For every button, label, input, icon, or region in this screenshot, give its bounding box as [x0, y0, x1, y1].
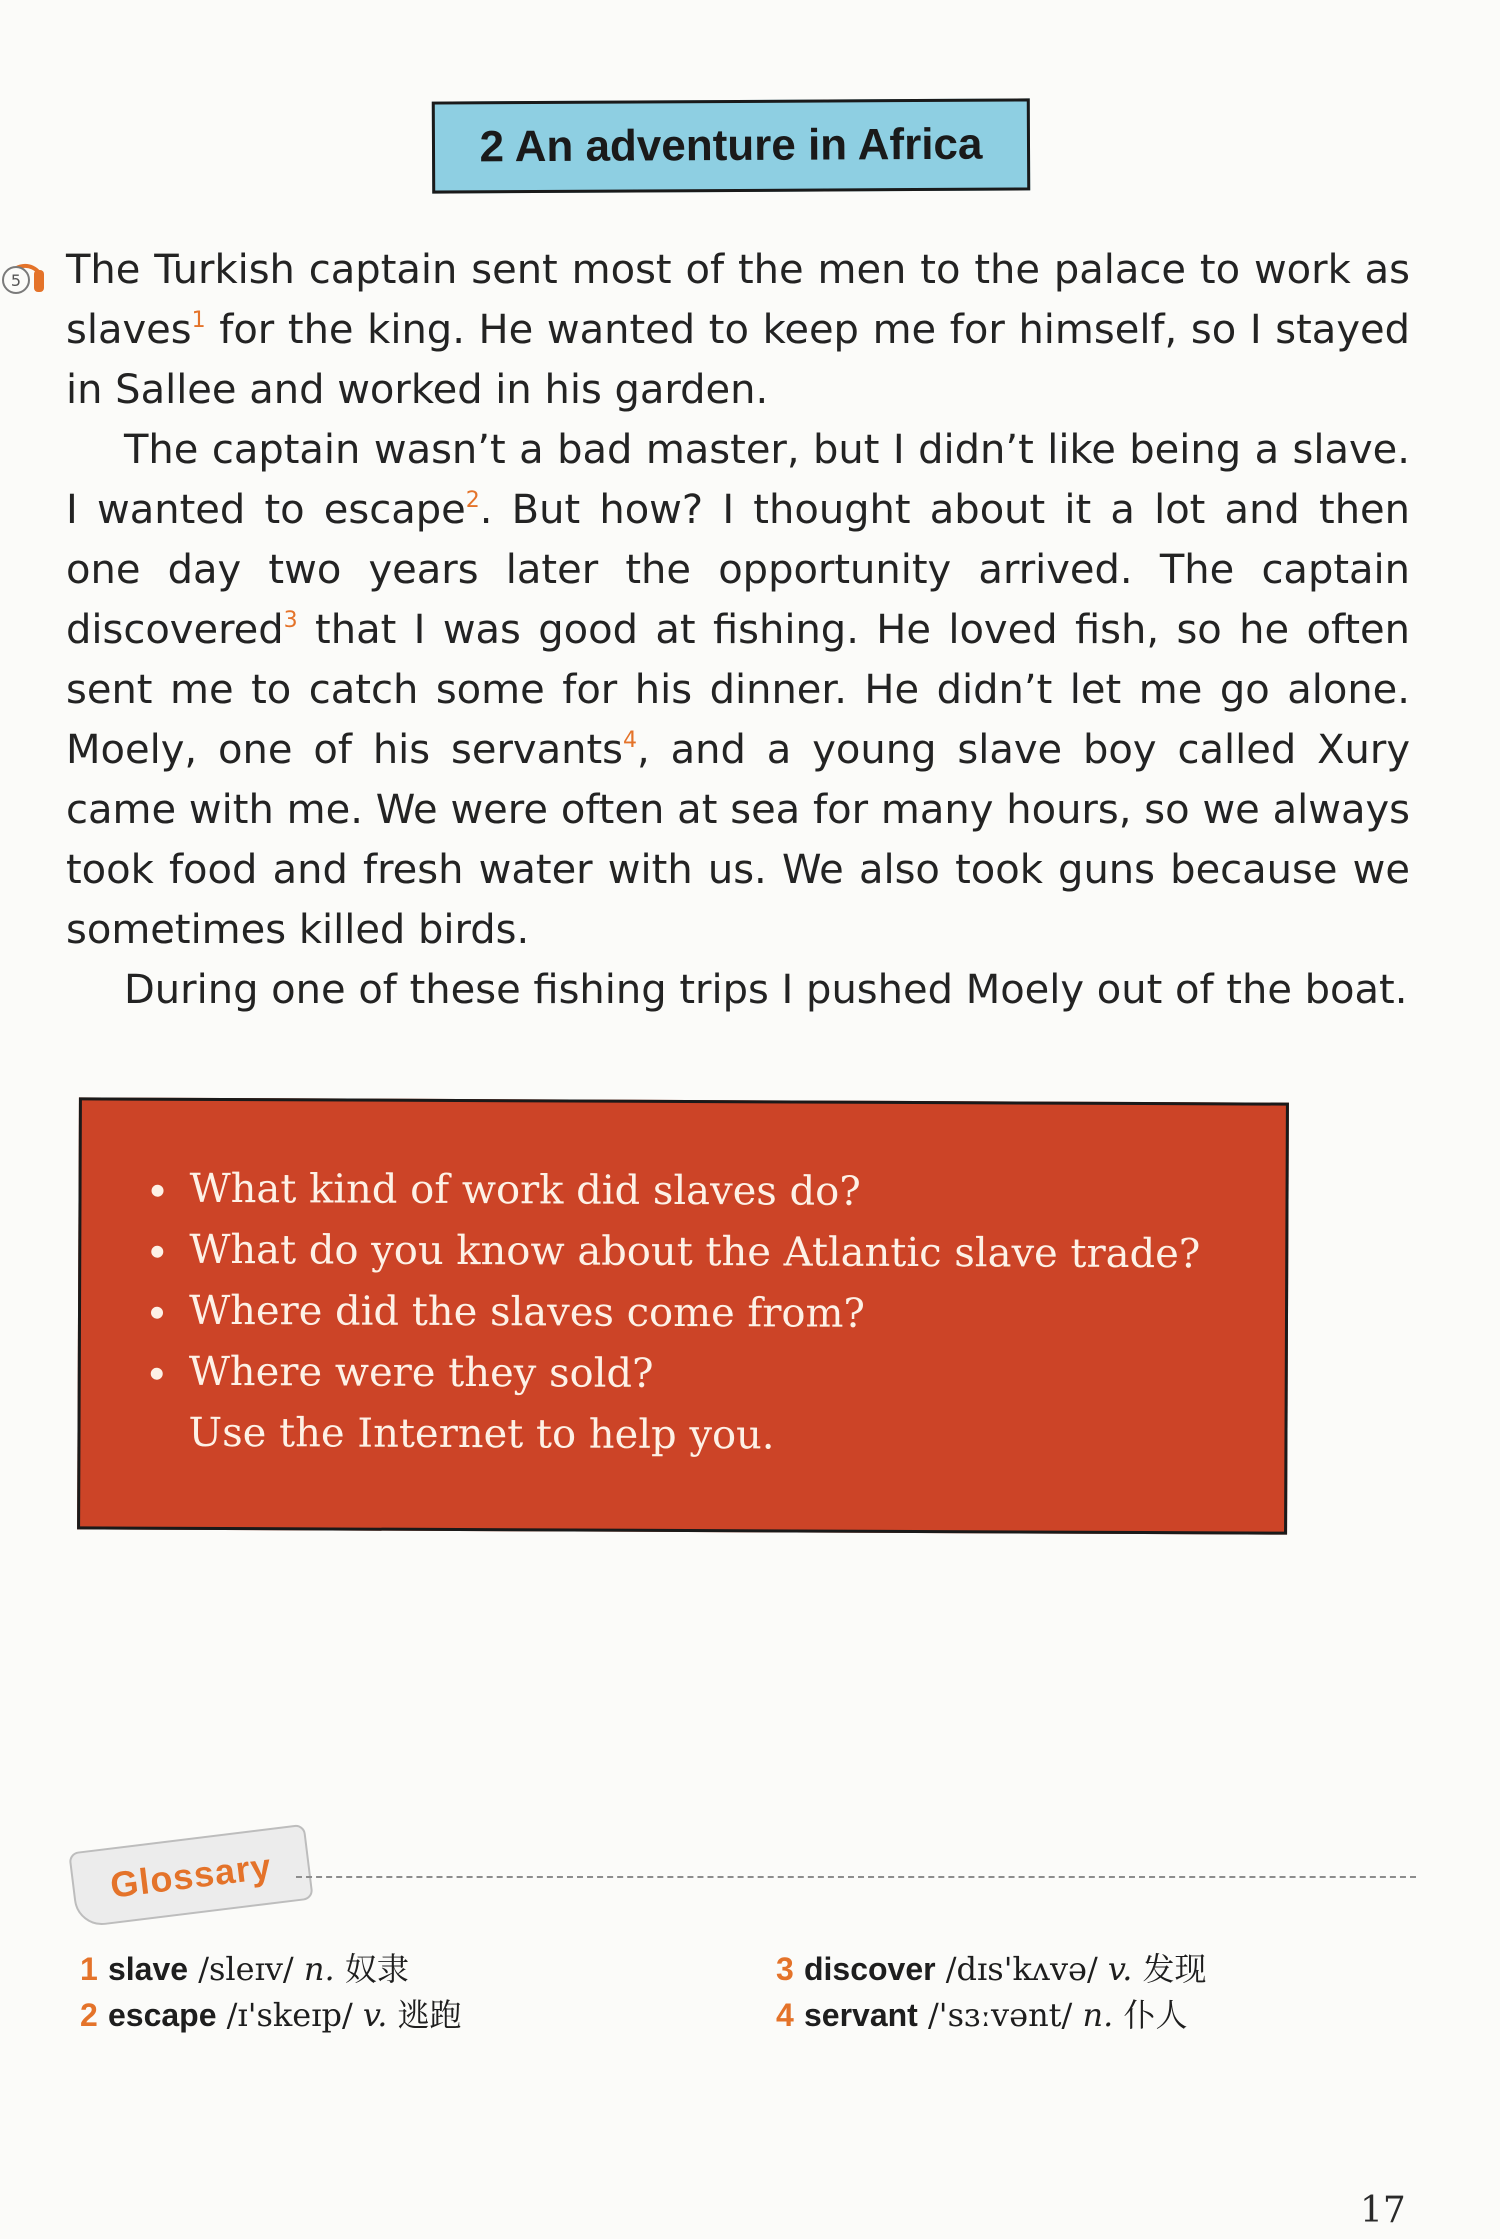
entry-word: escape	[107, 1997, 217, 2033]
glossary-divider	[296, 1876, 1416, 1878]
p2-text-b: . But how? I thought about it a lot and then one day two years later the opportunity arrived. The captain discovered	[66, 487, 1411, 653]
question-item: Where did the slaves come from?	[151, 1281, 1200, 1347]
question-item: What kind of work did slaves do?	[151, 1159, 1200, 1225]
entry-phonetic: /ɪ'skeɪp/	[226, 1996, 353, 2034]
footnote-3: 3	[283, 608, 298, 633]
glossary-entry	[80, 1946, 462, 1992]
paragraph-2	[66, 420, 1410, 960]
task-note: Use the Internet to help you.	[188, 1409, 775, 1459]
paragraph-1	[66, 240, 1410, 420]
entry-phonetic: /sleɪv/	[198, 1950, 294, 1988]
chapter-title	[432, 98, 1030, 193]
footnote-4: 4	[623, 728, 637, 753]
glossary-label-text: Glossary	[107, 1845, 274, 1906]
entry-meaning: 发现	[1142, 1950, 1207, 1988]
track-number: 5	[10, 271, 22, 290]
chapter-title-text: 2 An adventure in Africa	[479, 119, 983, 172]
entry-pos: n.	[303, 1950, 335, 1988]
footnote-2: 2	[465, 488, 480, 513]
footnote-1: 1	[191, 308, 206, 333]
entry-word: discover	[803, 1951, 936, 1987]
entry-pos: n.	[1082, 1996, 1114, 2034]
entry-number: 4	[776, 1997, 794, 2033]
p1-text-b: for the king. He wanted to keep me for himself, so I stayed in Sallee and worked in his garden.	[66, 307, 1410, 413]
page-number: 17	[1360, 2190, 1406, 2231]
glossary-label	[68, 1824, 313, 1928]
discussion-box	[77, 1097, 1289, 1534]
entry-pos: v.	[362, 1996, 388, 2034]
entry-phonetic: /dɪs'kʌvə/	[945, 1950, 1098, 1988]
entry-pos: v.	[1107, 1950, 1133, 1988]
entry-number: 2	[80, 1997, 98, 2033]
question-item: Where were they sold?	[151, 1342, 1200, 1408]
headphones-icon[interactable]	[0, 244, 48, 300]
p1-text-a: The Turkish captain sent most of the men to the palace to work as slaves	[66, 247, 1410, 353]
question-list	[151, 1159, 1201, 1408]
p2-text-c: that I was good at fishing. He loved fish, so he often sent me to catch some for his dinner. He didn’t let me go alone. Moely, one of his servants	[66, 607, 1410, 773]
paragraph-3: During one of these fishing trips I pushed Moely out of the boat.	[124, 967, 1408, 1013]
glossary-column-left	[80, 1946, 462, 2038]
glossary-entry	[776, 1992, 1207, 2038]
entry-number: 1	[80, 1951, 98, 1987]
question-item: What do you know about the Atlantic slave trade?	[151, 1220, 1200, 1286]
entry-phonetic: /'sɜːvənt/	[927, 1996, 1073, 2034]
glossary-column-right	[776, 1946, 1207, 2038]
entry-meaning: 逃跑	[397, 1996, 462, 2034]
glossary-entry	[776, 1946, 1207, 1992]
entry-meaning: 仆人	[1123, 1996, 1188, 2034]
entry-number: 3	[776, 1951, 794, 1987]
p2-text-a: The captain wasn’t a bad master, but I didn’t like being a slave. I wanted to escape	[66, 427, 1410, 533]
glossary-entry	[80, 1992, 462, 2038]
entry-meaning: 奴隶	[344, 1950, 409, 1988]
entry-word: servant	[803, 1997, 918, 2033]
story-text	[66, 240, 1410, 1020]
p2-text-d: , and a young slave boy called Xury came with me. We were often at sea for many hours, so we always took food and fresh water with us. We also took guns because we sometimes killed birds.	[66, 727, 1410, 953]
entry-word: slave	[107, 1951, 189, 1987]
